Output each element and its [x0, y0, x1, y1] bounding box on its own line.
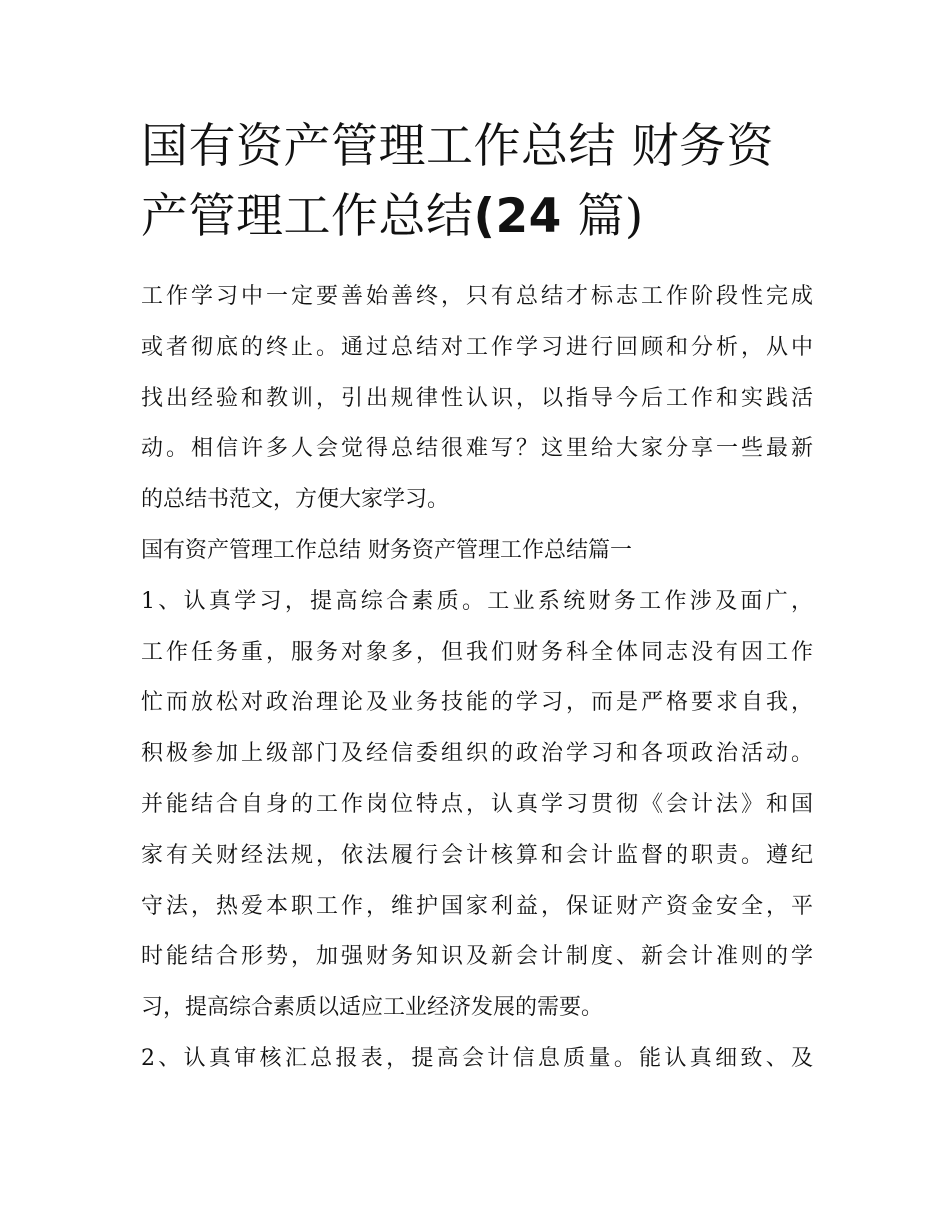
- point-1-line: 守法，热爱本职工作，维护国家利益，保证财产资金安全，平: [141, 893, 813, 919]
- intro-line: 动。相信许多人会觉得总结很难写？这里给大家分享一些最新: [141, 436, 813, 462]
- point-1-line: 并能结合自身的工作岗位特点，认真学习贯彻《会计法》和国: [141, 791, 813, 817]
- title-line-2-text: 产管理工作总结: [141, 189, 474, 244]
- point-1-line: 忙而放松对政治理论及业务技能的学习，而是严格要求自我，: [141, 690, 813, 716]
- point-1-line: 1、认真学习，提高综合素质。工业系统财务工作涉及面广，: [141, 588, 813, 614]
- title-count-unit: 篇): [561, 189, 644, 244]
- point-1-line: 家有关财经法规，依法履行会计核算和会计监督的职责。遵纪: [141, 842, 813, 868]
- point-1-line: 习，提高综合素质以适应工业经济发展的需要。: [141, 995, 604, 1021]
- title-line-1: 国有资产管理工作总结 财务资: [141, 119, 774, 174]
- intro-line: 或者彻底的终止。通过总结对工作学习进行回顾和分析，从中: [141, 334, 813, 360]
- point-2-paragraph: [141, 1034, 813, 1085]
- point-1-line: 积极参加上级部门及经信委组织的政治学习和各项政治活动。: [141, 741, 813, 767]
- point-1-line: 工作任务重，服务对象多，但我们财务科全体同志没有因工作: [141, 639, 813, 665]
- title-line-2: [141, 182, 813, 252]
- intro-paragraph: [141, 272, 813, 526]
- document-content: [141, 112, 813, 1085]
- section-heading: 国有资产管理工作总结 财务资产管理工作总结篇一: [141, 537, 632, 563]
- point-2-line: 2、认真审核汇总报表，提高会计信息质量。能认真细致、及: [141, 1045, 813, 1071]
- point-1-line: 时能结合形势，加强财务知识及新会计制度、新会计准则的学: [141, 944, 813, 970]
- intro-line: 找出经验和教训，引出规律性认识，以指导今后工作和实践活: [141, 385, 813, 411]
- title-paren-open: (: [473, 189, 496, 244]
- point-1-paragraph: [141, 577, 813, 1034]
- intro-line: 工作学习中一定要善始善终，只有总结才标志工作阶段性完成: [141, 284, 813, 309]
- title-count: 24: [495, 189, 562, 244]
- document-title: [141, 112, 813, 252]
- intro-line: 的总结书范文，方便大家学习。: [141, 487, 450, 513]
